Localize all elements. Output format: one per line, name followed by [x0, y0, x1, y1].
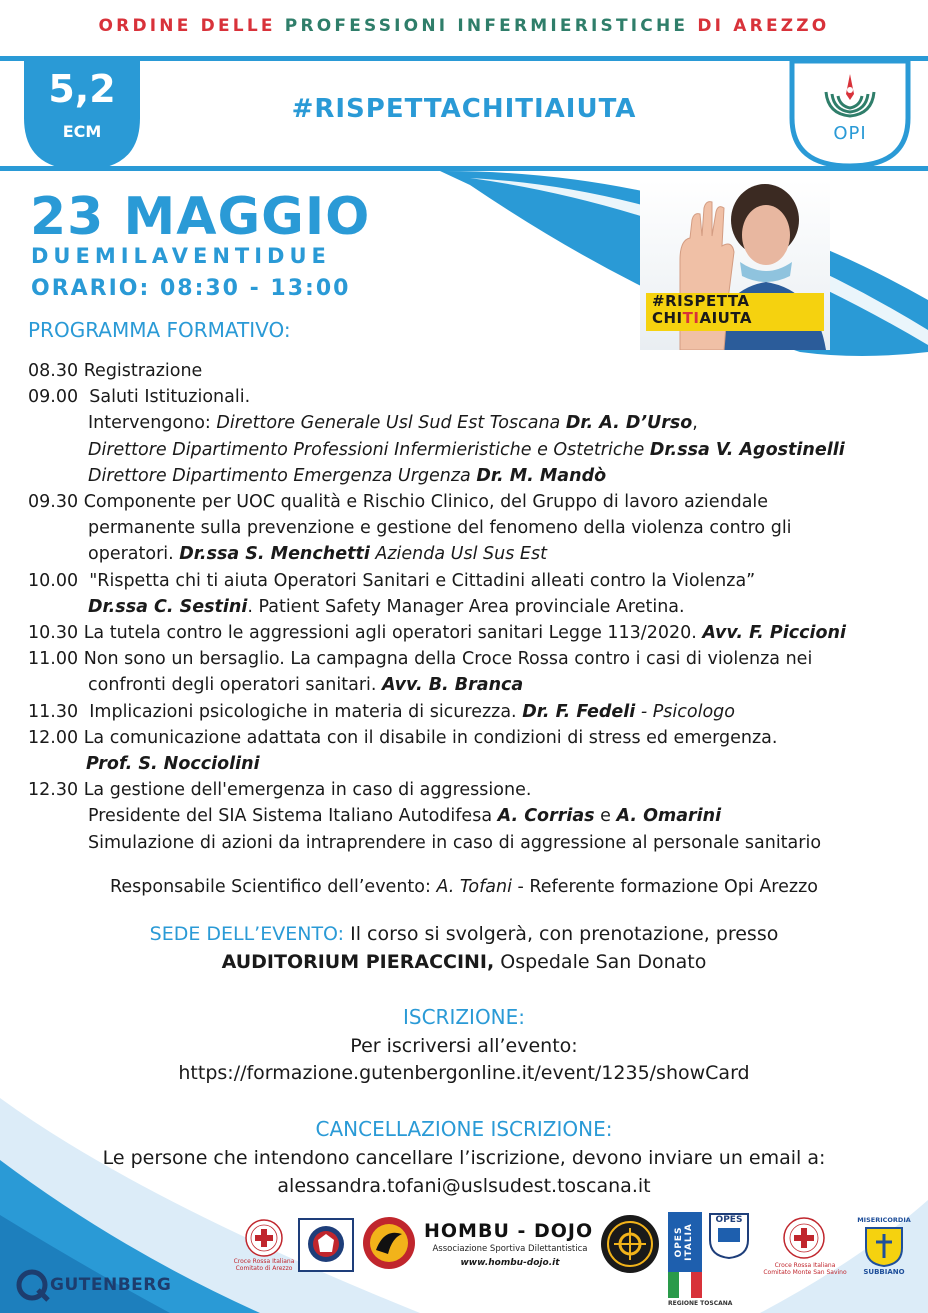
registration-title: ISCRIZIONE: [402, 1005, 526, 1029]
cancellation-email-link[interactable]: alessandra.tofani@uslsudest.toscana.it [277, 1175, 651, 1197]
item-text: Registrazione [83, 361, 203, 381]
programme-list [28, 358, 908, 856]
gutenberg-name: GUTENBERG [50, 1275, 172, 1295]
banner-word-chi: CHI [652, 309, 683, 327]
item-time: 12.00 [28, 727, 79, 748]
venue-text: Il corso si svolgerà, con prenotazione, presso [344, 923, 779, 945]
programme-item [28, 725, 908, 751]
speaker-name: A. Omarini [616, 806, 722, 827]
red-cross-arezzo-logo-icon [244, 1218, 284, 1258]
event-date: 23 MAGGIO [30, 187, 371, 247]
item-text: La comunicazione adattata con il disabile in condizioni di stress ed emergenza. [83, 727, 778, 748]
campaign-banner-line1: #RISPETTA [652, 292, 750, 310]
speaker-name: Dr.ssa S. Menchetti [179, 544, 370, 565]
cri-right-line2: Comitato Monte San Savino [763, 1269, 847, 1276]
red-cross-monte-san-savino-caption [760, 1262, 850, 1276]
speaker-role: - Psicologo [635, 701, 735, 722]
item-time: 12.30 [28, 780, 79, 801]
item-time: 08.30 [28, 361, 79, 381]
programme-line [28, 463, 908, 489]
scientific-manager [0, 877, 928, 897]
speaker-name: Dr.ssa C. Sestini [88, 596, 248, 617]
item-time: 10.30 [28, 623, 79, 644]
event-year: DUEMILAVENTIDUE [31, 244, 331, 268]
line-text: . Patient Safety Manager Area provinciale Aretina. [247, 596, 685, 617]
item-text: Non sono un bersaglio. La campagna della Croce Rossa contro i casi di violenza nei [83, 649, 813, 670]
line-text: confronti degli operatori sanitari. [88, 675, 382, 696]
venue-line2 [0, 951, 928, 973]
speaker-role: Direttore Generale Usl Sud Est Toscana [216, 413, 566, 434]
item-time: 11.00 [28, 649, 79, 670]
line-text: , [692, 413, 698, 434]
hombu-dojo-url: www.hombu-dojo.it [460, 1258, 560, 1268]
programme-item [28, 699, 908, 725]
hombu-dojo-title: HOMBU - DOJO [424, 1220, 594, 1242]
item-text: "Rispetta chi ti aiuta Operatori Sanitari e Cittadini alleati contro la Violenza” [89, 570, 756, 591]
speaker-name: Avv. F. Piccioni [702, 623, 846, 644]
opi-logo-text: OPI [833, 123, 867, 144]
speaker-role: Direttore Dipartimento Emergenza Urgenza [88, 465, 477, 486]
speaker-name: Dr. M. Mandò [476, 465, 607, 486]
red-cross-arezzo-caption [230, 1258, 298, 1272]
programme-item [28, 489, 908, 515]
hombu-dojo-subtitle: Associazione Sportiva Dilettantistica [432, 1244, 588, 1254]
programme-item [28, 358, 908, 384]
item-text: Componente per UOC qualità e Rischio Clinico, del Gruppo di lavoro aziendale [83, 492, 769, 513]
regione-toscana-label: REGIONE TOSCANA [668, 1300, 733, 1307]
banner-word-ti: TI [682, 309, 700, 327]
registration-text: Per iscriversi all’evento: [350, 1035, 578, 1057]
organization-title [0, 16, 928, 36]
misericordia-label: MISERICORDIA [857, 1216, 911, 1224]
line-text: operatori. [88, 544, 180, 565]
line-text: e [594, 806, 617, 827]
ecm-value: 5,2 [48, 67, 116, 111]
opes-shield-text: OPES [715, 1215, 743, 1225]
cancellation-text: Le persone che intendono cancellare l’iscrizione, devono inviare un email a: [102, 1147, 826, 1169]
item-text: Saluti Istituzionali. [89, 387, 251, 408]
venue-name: AUDITORIUM PIERACCINI, [221, 951, 495, 973]
speaker-name: A. Corrias [497, 806, 595, 827]
programme-line [28, 515, 908, 541]
line-text: Simulazione di azioni da intraprendere in caso di aggressione al personale sanitario [88, 832, 822, 853]
item-time: 10.00 [28, 570, 79, 591]
org-title-part3: DI AREZZO [697, 16, 830, 36]
cri-left-line1: Croce Rossa Italiana [233, 1258, 295, 1265]
item-time: 09.30 [28, 492, 79, 513]
opi-logo-icon [818, 70, 882, 122]
speaker-role: Azienda Usl Sus Est [369, 544, 547, 565]
speaker-name: Dr. A. D’Urso [565, 413, 693, 434]
venue-place: Ospedale San Donato [494, 951, 707, 973]
manager-role: - Referente formazione Opi Arezzo [511, 877, 818, 897]
banner-word-aiuta: AIUTA [699, 309, 753, 327]
item-time: 09.00 [28, 387, 79, 408]
speaker-name: Dr. F. Fedeli [522, 701, 636, 722]
item-time: 11.30 [28, 701, 79, 722]
programme-line [28, 594, 908, 620]
association-emblem-logo-icon [600, 1214, 660, 1274]
programme-line [28, 541, 908, 567]
line-text: Presidente del SIA Sistema Italiano Autodifesa [88, 806, 498, 827]
manager-label: Responsabile Scientifico dell’evento: [110, 877, 437, 897]
programme-line [28, 410, 908, 436]
red-cross-monte-san-savino-logo-icon [782, 1216, 826, 1260]
speaker-name: Dr.ssa V. Agostinelli [649, 439, 845, 460]
line-text: Intervengono: [88, 413, 217, 434]
venue-label: SEDE DELL’EVENTO: [149, 923, 345, 945]
org-title-part1: ORDINE DELLE [98, 16, 285, 36]
campaign-banner-line2 [652, 309, 752, 327]
speaker-role: Direttore Dipartimento Professioni Infermieristiche e Ostetriche [88, 439, 650, 460]
campaign-hashtag: #RISPETTACHITIAIUTA [291, 94, 637, 124]
event-time: ORARIO: 08:30 - 13:00 [31, 276, 351, 301]
programme-line [28, 672, 908, 698]
item-text: La gestione dell'emergenza in caso di aggressione. [83, 780, 532, 801]
shield-badge-logo-icon [298, 1218, 354, 1272]
cri-left-line2: Comitato di Arezzo [235, 1265, 293, 1272]
opes-italia-vertical-text: OPES ITALIA [674, 1223, 694, 1261]
org-title-part2: PROFESSIONI INFERMIERISTICHE [284, 16, 698, 36]
programme-item [28, 777, 908, 803]
programme-item [28, 384, 908, 410]
programme-title: PROGRAMMA FORMATIVO: [28, 318, 291, 342]
cancellation-title: CANCELLAZIONE ISCRIZIONE: [315, 1117, 613, 1141]
speaker-name: Avv. B. Branca [382, 675, 524, 696]
programme-item [28, 568, 908, 594]
programme-item [28, 620, 908, 646]
line-text: permanente sulla prevenzione e gestione del fenomeno della violenza contro gli [88, 518, 792, 539]
cri-right-line1: Croce Rossa Italiana [774, 1262, 836, 1269]
subbiano-label: SUBBIANO [863, 1268, 905, 1276]
programme-line [28, 830, 908, 856]
speaker-name: Prof. S. Nocciolini [86, 754, 260, 775]
programme-line [28, 803, 908, 829]
manager-name: A. Tofani [436, 877, 512, 897]
registration-url-link[interactable]: https://formazione.gutenbergonline.it/event/1235/showCard [178, 1062, 750, 1084]
programme-line [28, 751, 908, 777]
item-text: Implicazioni psicologiche in materia di sicurezza. [89, 701, 523, 722]
item-text: La tutela contro le aggressioni agli operatori sanitari Legge 113/2020. [83, 623, 703, 644]
karate-emblem-logo-icon [362, 1216, 416, 1270]
programme-item [28, 646, 908, 672]
misericordia-subbiano-logo-icon [862, 1226, 906, 1268]
gutenberg-logo-icon [14, 1268, 50, 1302]
ecm-label: ECM [62, 122, 102, 141]
programme-line [28, 437, 908, 463]
venue-line1 [0, 923, 928, 945]
